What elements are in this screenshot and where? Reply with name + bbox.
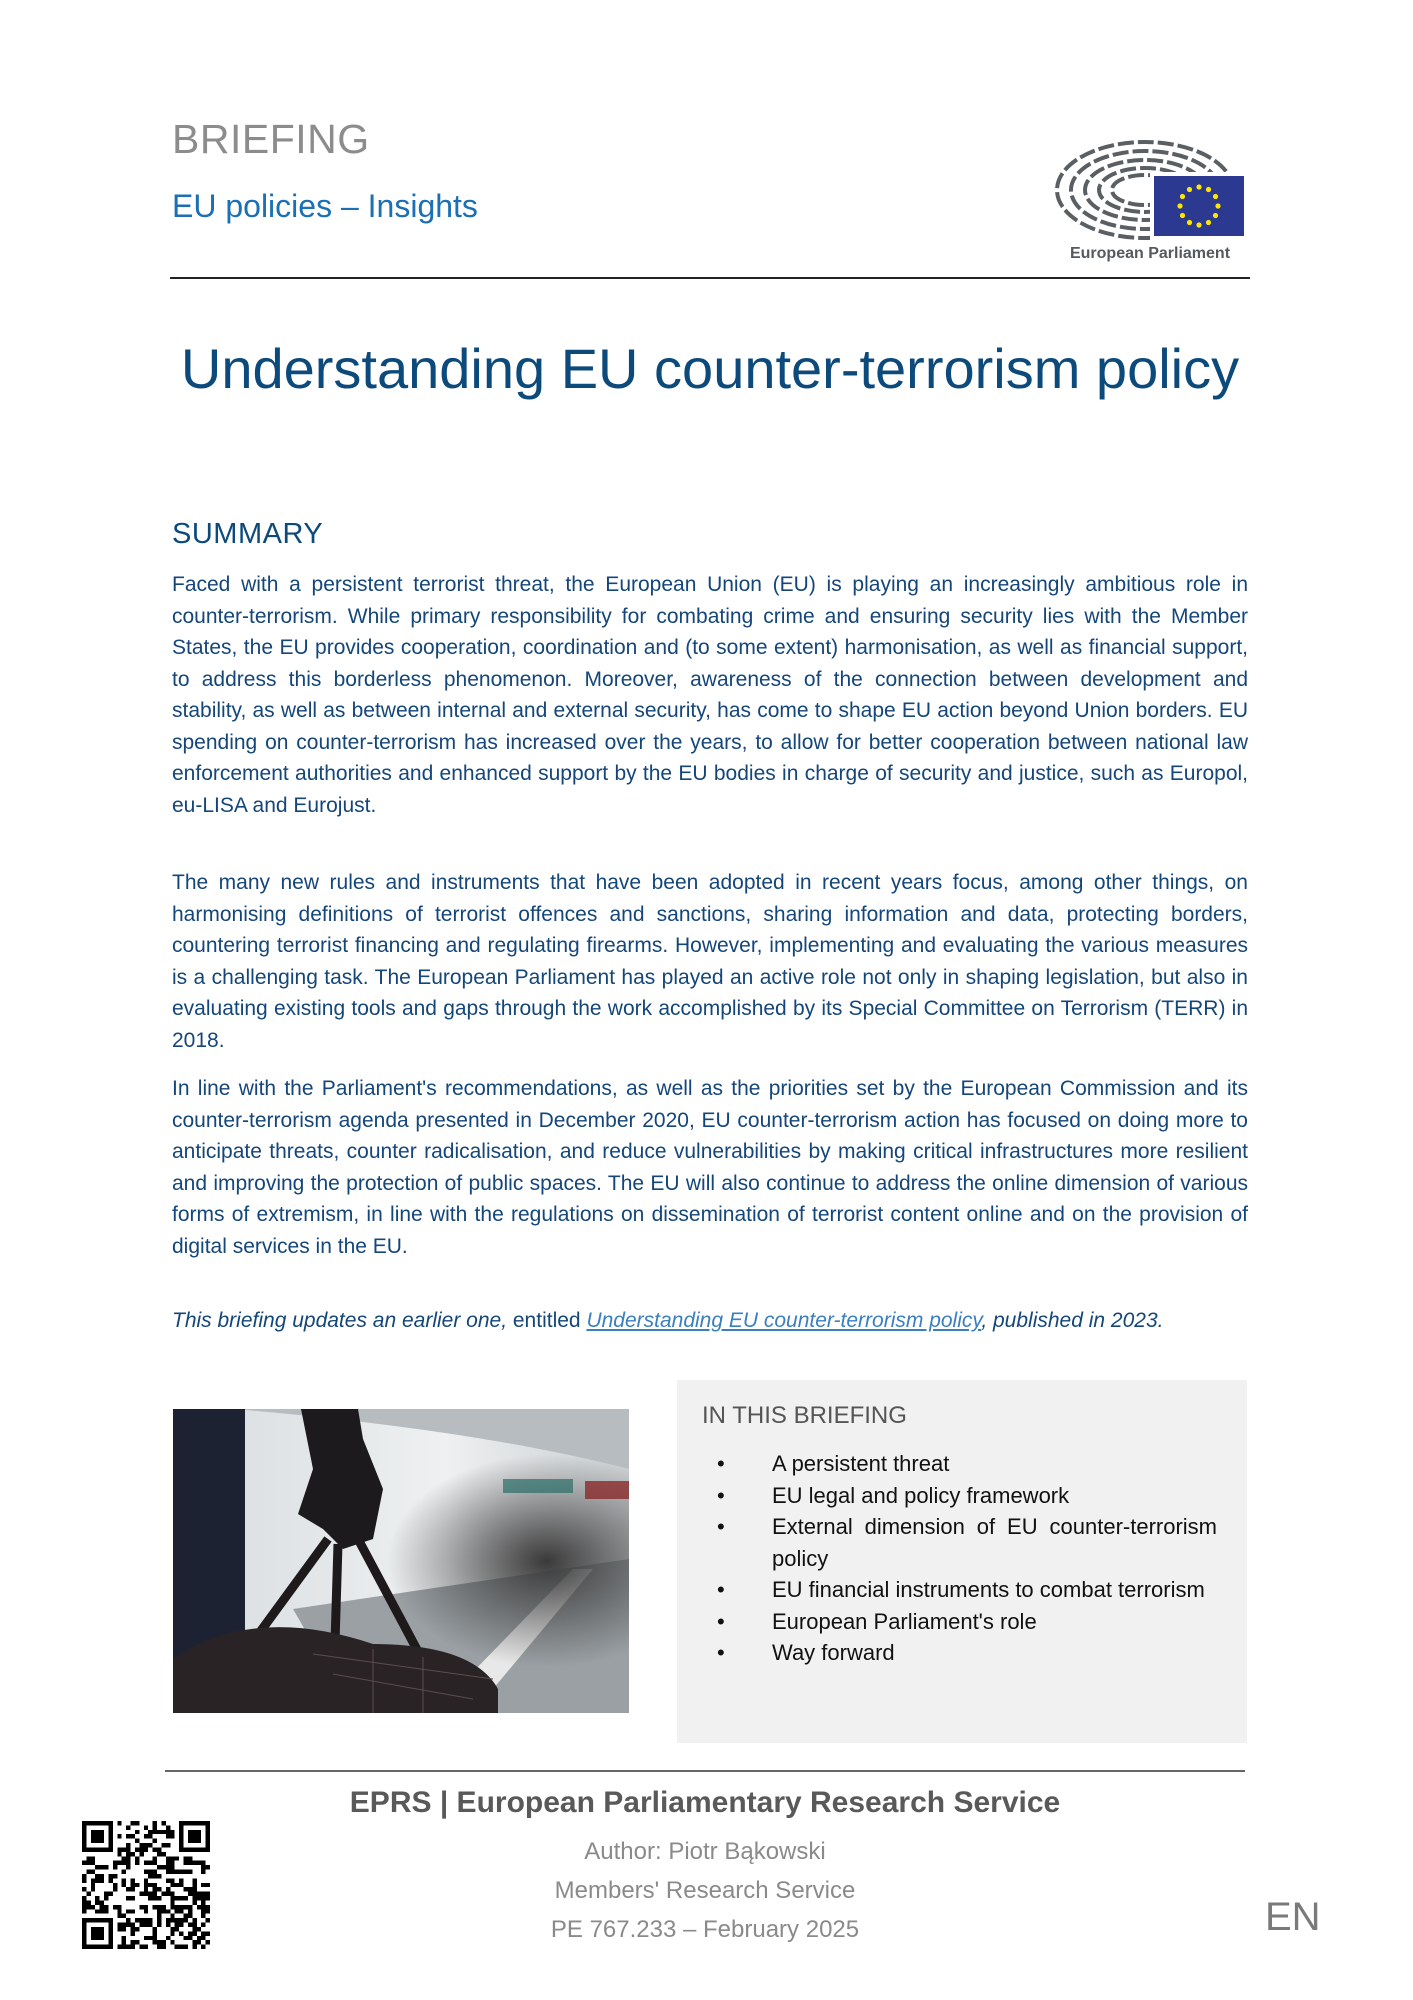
- toc-item: [717, 1448, 1217, 1480]
- eu-star-icon: [1196, 184, 1201, 189]
- eu-star-icon: [1206, 220, 1211, 225]
- pe-number-date: PE 767.233 – February 2025: [550, 1916, 860, 1943]
- eu-star-icon: [1180, 213, 1185, 218]
- summary-paragraph: In line with the Parliament's recommendations, as well as the priorities set by the European Commission and its counter-terrorism agenda presented in December 2020, EU counter-terrorism action has focused on doing more to anticipate threats, counter radicalisation, and reduce vulnerabilities by making critical infrastructures more resilient and improving the protection of public spaces. The EU will also continue to address the online dimension of various forms of extremism, in line with the regulations on dissemination of terrorist content online and on the provision of digital services in the EU.: [172, 1077, 1248, 1258]
- toc-item: [717, 1606, 1217, 1638]
- photo-metro-bag-icon: [173, 1409, 629, 1713]
- toc-item-label: European Parliament's role: [772, 1608, 1037, 1634]
- toc-item: [717, 1637, 1217, 1669]
- eu-star-icon: [1213, 194, 1218, 199]
- bullet-icon: •: [717, 1482, 725, 1508]
- summary-paragraph: The many new rules and instruments that have been adopted in recent years focus, among other things, on harmonising definitions of terrorist offences and sanctions, sharing information and data, protecting borders, countering terrorist financing and regulating firearms. However, implementing and evaluating the various measures is a challenging task. The European Parliament has played an active role not only in shaping legislation, but also in evaluating existing tools and gaps through the work accomplished by its Special Committee on Terrorism (TERR) in 2018.: [172, 871, 1248, 1052]
- author-label: Author: Piotr Bąkowski: [584, 1838, 826, 1865]
- in-this-briefing-list: [717, 1448, 1217, 1669]
- logo-caption: European Parliament: [1069, 245, 1231, 262]
- service-label: Members' Research Service: [554, 1877, 856, 1904]
- document-type-label: BRIEFING: [172, 116, 370, 162]
- bullet-icon: •: [717, 1608, 725, 1634]
- update-note-prefix: This briefing updates an earlier one,: [172, 1309, 508, 1332]
- eprs-label: EPRS | European Parliamentary Research Service: [349, 1786, 1061, 1819]
- eu-star-icon: [1180, 194, 1185, 199]
- toc-item: [717, 1480, 1217, 1512]
- bullet-icon: •: [717, 1577, 725, 1602]
- eu-star-icon: [1215, 203, 1220, 208]
- language-code: EN: [1265, 1895, 1321, 1939]
- toc-item-label: EU legal and policy framework: [772, 1482, 1070, 1508]
- bullet-icon: •: [717, 1640, 725, 1665]
- eu-star-icon: [1177, 203, 1182, 208]
- series-label: EU policies – Insights: [172, 188, 478, 224]
- toc-item-label: A persistent threat: [772, 1451, 950, 1476]
- bullet-icon: •: [717, 1451, 725, 1476]
- bullet-icon: •: [717, 1514, 725, 1539]
- in-this-briefing-box: [677, 1380, 1247, 1743]
- eu-star-icon: [1213, 213, 1218, 218]
- summary-heading: SUMMARY: [172, 518, 324, 550]
- qr-code-icon[interactable]: [82, 1820, 210, 1950]
- update-note: [172, 1305, 1248, 1337]
- toc-item-label: EU financial instruments to combat terrorism: [772, 1577, 1205, 1602]
- toc-item-label: External dimension of EU counter-terrorism policy: [772, 1514, 1217, 1571]
- eu-star-icon: [1196, 222, 1201, 227]
- toc-item-label: Way forward: [772, 1640, 895, 1665]
- update-note-entitled: entitled: [507, 1309, 587, 1332]
- earlier-briefing-link[interactable]: Understanding EU counter-terrorism policy: [586, 1309, 982, 1332]
- eu-star-icon: [1206, 187, 1211, 192]
- toc-item: [717, 1574, 1217, 1606]
- header-divider: [170, 277, 1250, 279]
- toc-item: [717, 1511, 1217, 1574]
- footer-divider: [165, 1770, 1245, 1772]
- page-title: Understanding EU counter-terrorism policy: [180, 337, 1240, 400]
- in-this-briefing-heading: IN THIS BRIEFING: [702, 1402, 907, 1429]
- update-note-suffix: , published in 2023.: [981, 1309, 1164, 1332]
- summary-paragraph: Faced with a persistent terrorist threat, the European Union (EU) is playing an increasingly ambitious role in counter-terrorism. While primary responsibility for combating crime and ensuring security lies with the Member States, the EU provides cooperation, coordination and (to some extent) harmonisation, as well as financial support, to address this borderless phenomenon. Moreover, awareness of the connection between development and stability, as well as between internal and external security, has come to shape EU action beyond Union borders. EU spending on counter-terrorism has increased over the years, to allow for better cooperation between national law enforcement authorities and enhanced support by the EU bodies in charge of security and justice, such as Europol, eu-LISA and Eurojust.: [172, 573, 1248, 817]
- eu-star-icon: [1187, 187, 1192, 192]
- eu-star-icon: [1187, 220, 1192, 225]
